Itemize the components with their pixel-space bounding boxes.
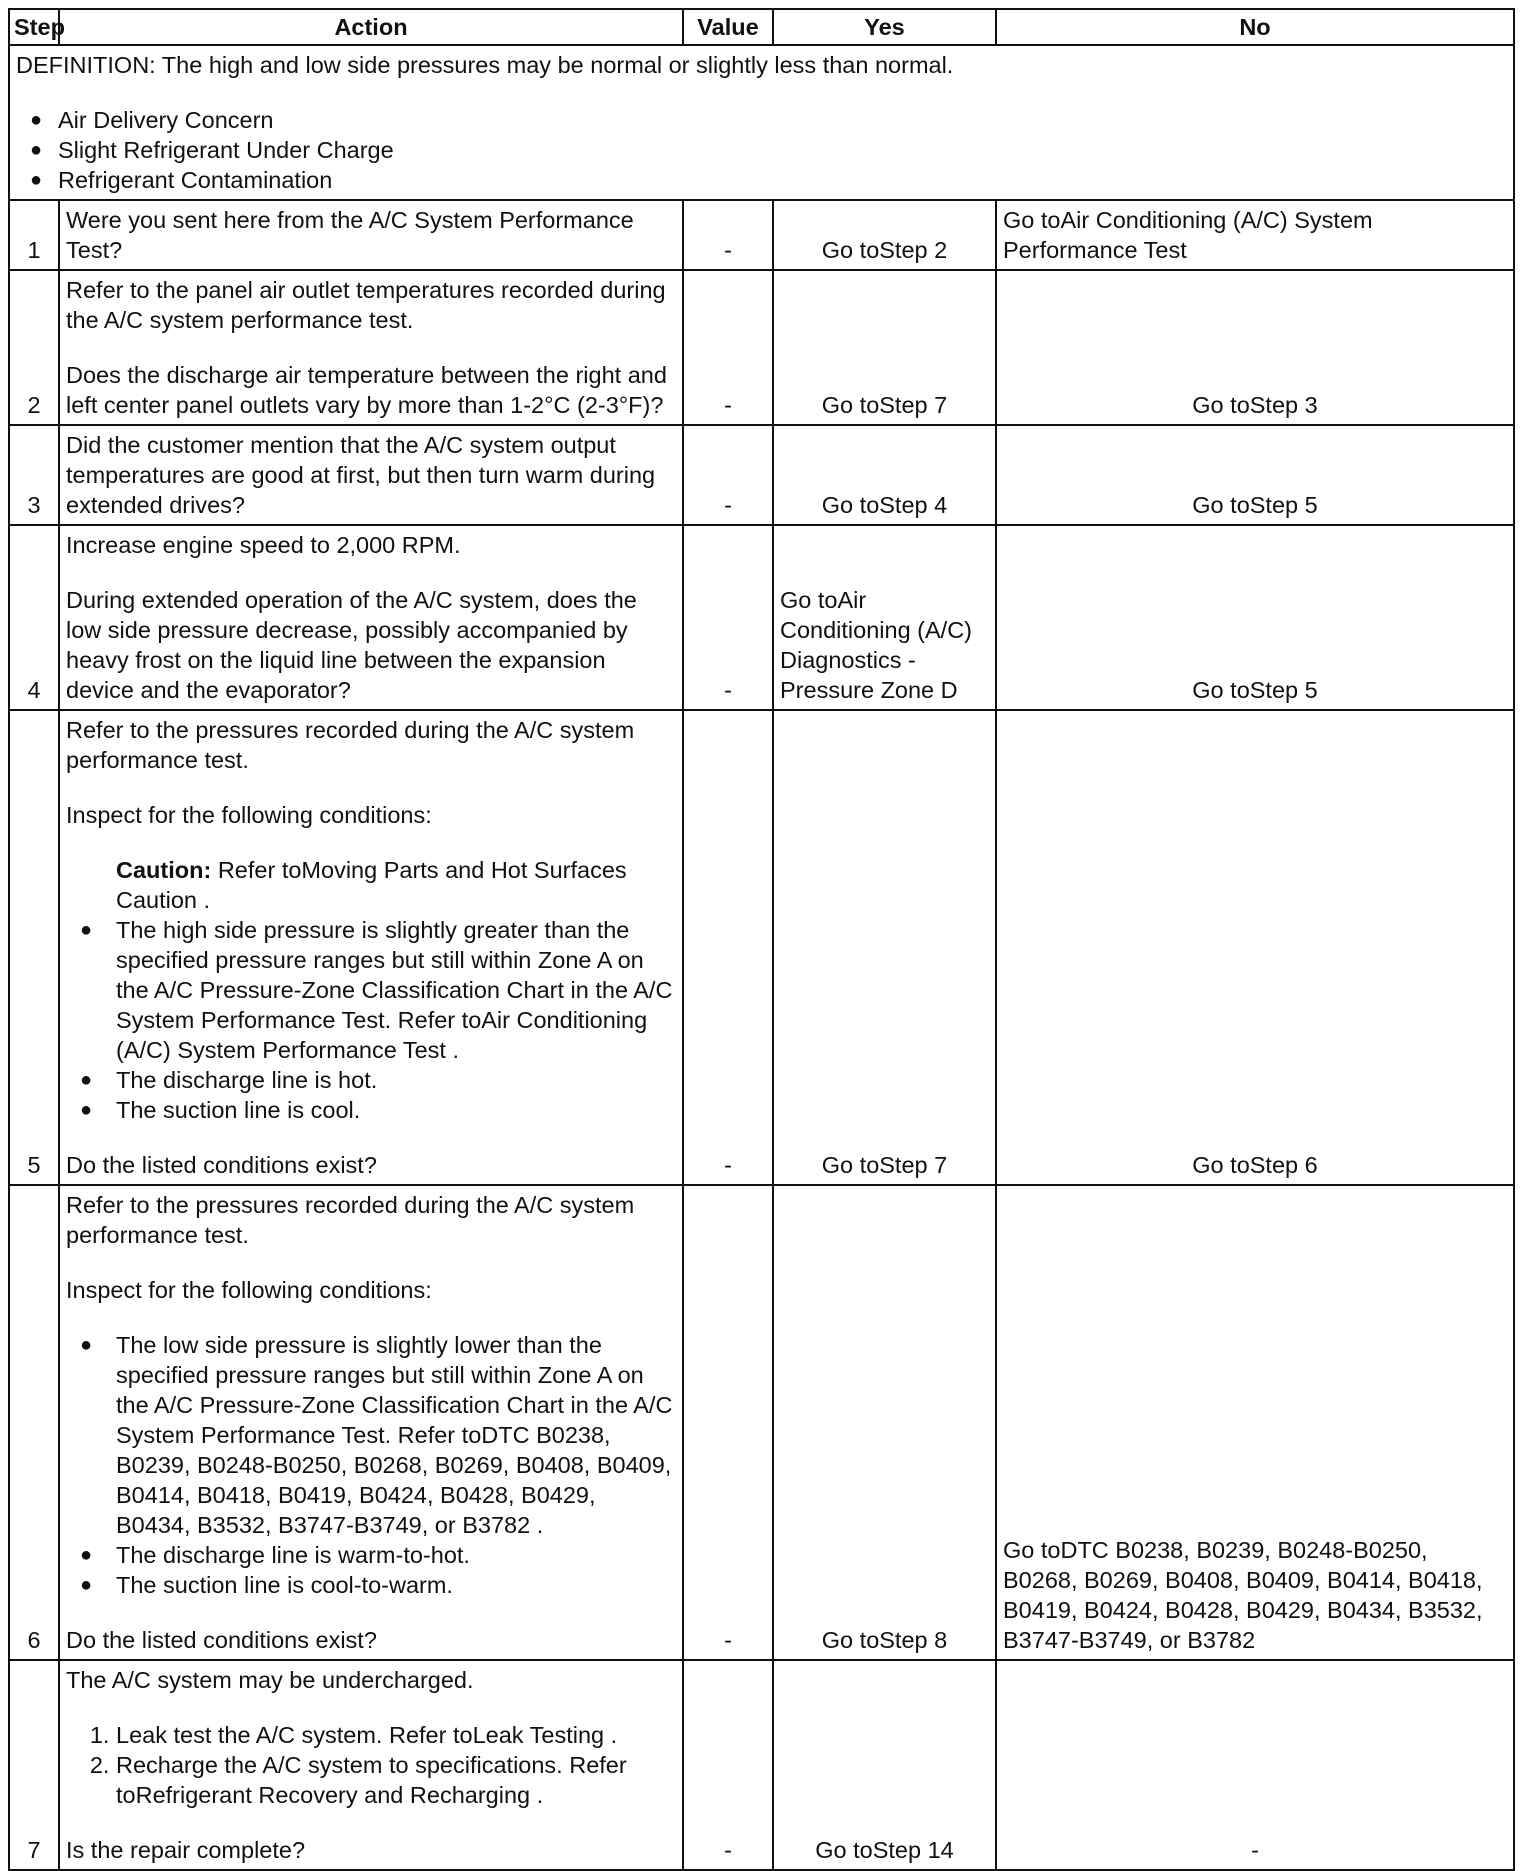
action-text: Were you sent here from the A/C System Performance Test? xyxy=(66,207,634,263)
step-number: 3 xyxy=(9,425,59,525)
value-cell: - xyxy=(683,200,773,270)
definition-row xyxy=(9,45,1514,200)
action-question: Is the repair complete? xyxy=(66,1837,306,1863)
caution-note xyxy=(66,855,676,915)
action-cell xyxy=(59,1185,683,1660)
inspect-label: Inspect for the following conditions: xyxy=(66,802,432,828)
condition-item: ● The discharge line is hot. xyxy=(66,1065,676,1095)
table-row xyxy=(9,1660,1514,1870)
header-value: Value xyxy=(683,9,773,45)
action-cell xyxy=(59,200,683,270)
condition-item: ● The suction line is cool-to-warm. xyxy=(66,1570,676,1600)
no-link[interactable]: Go toAir Conditioning (A/C) System Performance Test xyxy=(996,200,1514,270)
yes-link[interactable]: Go toStep 14 xyxy=(773,1660,996,1870)
action-cell xyxy=(59,710,683,1185)
no-link[interactable]: Go toStep 5 xyxy=(996,525,1514,710)
action-text: Refer to the pressures recorded during the A/C system performance test. xyxy=(66,717,635,773)
table-row xyxy=(9,1185,1514,1660)
yes-link[interactable]: Go toStep 2 xyxy=(773,200,996,270)
definition-bullet: ● Air Delivery Concern xyxy=(16,105,1507,135)
table-row xyxy=(9,200,1514,270)
caution-link[interactable]: Refer toMoving Parts and Hot Surfaces Caution . xyxy=(116,857,627,913)
yes-link[interactable]: Go toStep 8 xyxy=(773,1185,996,1660)
step-number: 6 xyxy=(9,1185,59,1660)
action-text: Refer to the panel air outlet temperatures recorded during the A/C system performance test. xyxy=(66,277,666,333)
step-number: 1 xyxy=(9,200,59,270)
condition-item: ● The discharge line is warm-to-hot. xyxy=(66,1540,676,1570)
header-no: No xyxy=(996,9,1514,45)
no-link[interactable]: Go toStep 3 xyxy=(996,270,1514,425)
action-text: Refer to the pressures recorded during the A/C system performance test. xyxy=(66,1192,635,1248)
header-step: Step xyxy=(9,9,59,45)
value-cell: - xyxy=(683,270,773,425)
diagnostic-table xyxy=(8,8,1515,1871)
value-cell: - xyxy=(683,1185,773,1660)
value-cell: - xyxy=(683,525,773,710)
no-cell: - xyxy=(996,1660,1514,1870)
value-cell: - xyxy=(683,1660,773,1870)
no-link[interactable]: Go toDTC B0238, B0239, B0248-B0250, B0268, B0269, B0408, B0409, B0414, B0418, B0419, B0424, B0428, B0429, B0434, B3532, B3747-B3749, or B3782 xyxy=(996,1185,1514,1660)
no-link[interactable]: Go toStep 5 xyxy=(996,425,1514,525)
action-question: Do the listed conditions exist? xyxy=(66,1152,377,1178)
table-row xyxy=(9,270,1514,425)
table-row xyxy=(9,525,1514,710)
action-cell xyxy=(59,1660,683,1870)
condition-item: ● The high side pressure is slightly greater than the specified pressure ranges but still within Zone A on the A/C Pressure-Zone Classification Chart in the A/C System Performance Test. Refer toAir Conditioning (A/C) System Performance Test . xyxy=(66,915,676,1065)
header-row xyxy=(9,9,1514,45)
procedure-list xyxy=(66,1720,676,1810)
definition-list xyxy=(16,105,1507,195)
header-yes: Yes xyxy=(773,9,996,45)
condition-item: ● The low side pressure is slightly lower than the specified pressure ranges but still within Zone A on the A/C Pressure-Zone Classification Chart in the A/C System Performance Test. Refer toDTC B0238, B0239, B0248-B0250, B0268, B0269, B0408, B0409, B0414, B0418, B0419, B0424, B0428, B0429, B0434, B3532, B3747-B3749, or B3782 . xyxy=(66,1330,676,1540)
step-number: 2 xyxy=(9,270,59,425)
action-cell xyxy=(59,270,683,425)
table-row xyxy=(9,710,1514,1185)
action-cell xyxy=(59,425,683,525)
condition-list xyxy=(66,1330,676,1600)
definition-text: DEFINITION: The high and low side pressures may be normal or slightly less than normal. xyxy=(16,52,954,78)
header-action: Action xyxy=(59,9,683,45)
definition-bullet: ● Slight Refrigerant Under Charge xyxy=(16,135,1507,165)
value-cell: - xyxy=(683,710,773,1185)
action-text: The A/C system may be undercharged. xyxy=(66,1667,474,1693)
action-question: Does the discharge air temperature between the right and left center panel outlets vary by more than 1-2°C (2-3°F)? xyxy=(66,362,667,418)
procedure-item: 2. Recharge the A/C system to specifications. Refer toRefrigerant Recovery and Recharging . xyxy=(116,1750,676,1810)
step-number: 7 xyxy=(9,1660,59,1870)
inspect-label: Inspect for the following conditions: xyxy=(66,1277,432,1303)
table-row xyxy=(9,425,1514,525)
yes-link[interactable]: Go toStep 4 xyxy=(773,425,996,525)
yes-link[interactable]: Go toAir Conditioning (A/C) Diagnostics - Pressure Zone D xyxy=(773,525,996,710)
step-number: 5 xyxy=(9,710,59,1185)
action-question: Did the customer mention that the A/C system output temperatures are good at first, but then turn warm during extended drives? xyxy=(66,432,656,518)
yes-link[interactable]: Go toStep 7 xyxy=(773,270,996,425)
caution-label: Caution: xyxy=(116,857,212,883)
action-text: Increase engine speed to 2,000 RPM. xyxy=(66,532,461,558)
action-cell xyxy=(59,525,683,710)
condition-item: ● The suction line is cool. xyxy=(66,1095,676,1125)
action-question: During extended operation of the A/C system, does the low side pressure decrease, possibly accompanied by heavy frost on the liquid line between the expansion device and the evaporator? xyxy=(66,587,637,703)
no-link[interactable]: Go toStep 6 xyxy=(996,710,1514,1185)
step-number: 4 xyxy=(9,525,59,710)
value-cell: - xyxy=(683,425,773,525)
condition-list xyxy=(66,915,676,1125)
procedure-item: 1. Leak test the A/C system. Refer toLeak Testing . xyxy=(116,1720,676,1750)
definition-bullet: ● Refrigerant Contamination xyxy=(16,165,1507,195)
definition-cell xyxy=(9,45,1514,200)
action-question: Do the listed conditions exist? xyxy=(66,1627,377,1653)
yes-link[interactable]: Go toStep 7 xyxy=(773,710,996,1185)
